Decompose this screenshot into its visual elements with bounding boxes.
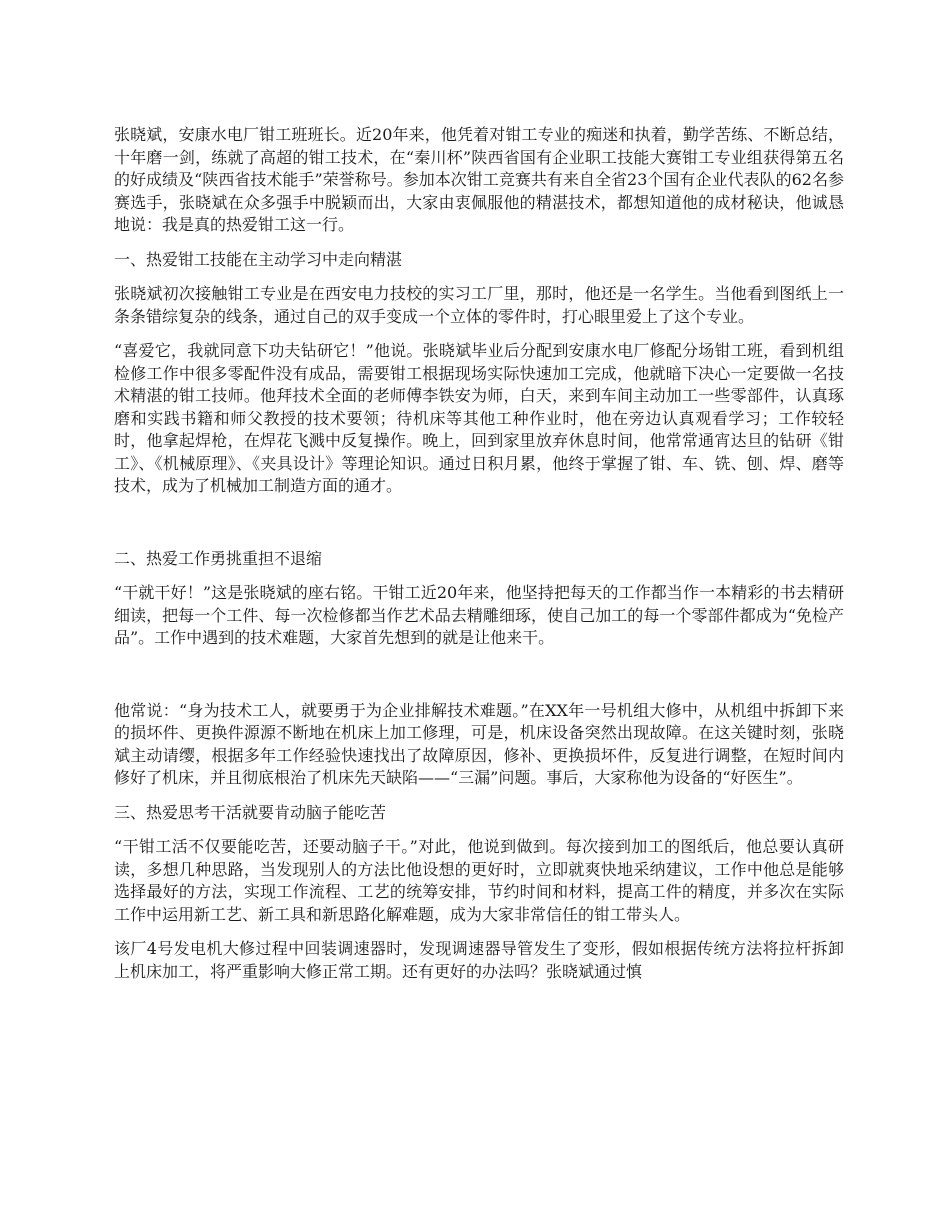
- section-heading-3: 三、热爱思考干活就要肯动脑子能吃苦: [114, 802, 387, 822]
- section-3-paragraph-2: 该厂4号发电机大修过程中回装调速器时，发现调速器导管发生了变形，假如根据传统方法将拉杆拆卸上机床加工，将严重影响大修正常工期。还有更好的办法吗？张晓斌通过慎: [114, 939, 844, 981]
- section-1-paragraph-2: “喜爱它，我就同意下功夫钻研它！”他说。张晓斌毕业后分配到安康水电厂修配分场钳工班，看到机组检修工作中很多零配件没有成品，需要钳工根据现场实际快速加工完成，他就暗下决心一定要做一名技术精湛的钳工技师。他拜技术全面的老师傅李铁安为师，白天，来到车间主动加工一些零部件，认真琢磨和实践书籍和师父教授的技术要领；待机床等其他工种作业时，他在旁边认真观看学习；工作较轻时，他拿起焊枪，在焊花飞溅中反复操作。晚上，回到家里放弃休息时间，他常常通宵达旦的钻研《钳工》、《机械原理》、《夹具设计》等理论知识。通过日积月累，他终于掌握了钳、车、铣、刨、焊、磨等技术，成为了机械加工制造方面的通才。: [114, 341, 844, 495]
- section-2-paragraph-2: 他常说：“身为技术工人，就要勇于为企业排解技术难题。”在XX年一号机组大修中，从机组中拆卸下来的损坏件、更换件源源不断地在机床上加工修理，可是，机床设备突然出现故障。在这关键时刻，张晓斌主动请缨，根据多年工作经验快速找出了故障原因，修补、更换损坏件，反复进行调整，在短时间内修好了机床，并且彻底根治了机床先天缺陷——“三漏”问题。事后，大家称他为设备的“好医生”。: [114, 700, 844, 787]
- section-heading-1: 一、热爱钳工技能在主动学习中走向精湛: [114, 249, 403, 269]
- section-heading-2: 二、热爱工作勇挑重担不退缩: [114, 548, 323, 568]
- spacer: [114, 510, 844, 548]
- section-1-paragraph-1: 张晓斌初次接触钳工专业是在西安电力技校的实习工厂里，那时，他还是一名学生。当他看到图纸上一条条错综复杂的线条，通过自己的双手变成一个立体的零件时，打心眼里爱上了这个专业。: [114, 284, 844, 326]
- intro-paragraph: 张晓斌，安康水电厂钳工班班长。近20年来，他凭着对钳工专业的痴迷和执着，勤学苦练、不断总结，十年磨一剑，练就了高超的钳工技术，在“秦川杯”陕西省国有企业职工技能大赛钳工专业组获得第五名的好成绩及“陕西省技术能手”荣誉称号。参加本次钳工竞赛共有来自全省23个国有企业代表队的62名参赛选手，张晓斌在众多强手中脱颖而出，大家由衷佩服他的精湛技术，都想知道他的成材秘诀，他诚恳地说：我是真的热爱钳工这一行。: [114, 125, 844, 234]
- spacer: [114, 662, 844, 700]
- document-page: [114, 124, 844, 995]
- section-2-paragraph-1: “干就干好！”这是张晓斌的座右铭。干钳工近20年来，他坚持把每天的工作都当作一本精彩的书去精研细读，把每一个工件、每一次检修都当作艺术品去精雕细琢，使自己加工的每一个零部件都成为“免检产品”。工作中遇到的技术难题，大家首先想到的就是让他来干。: [114, 583, 844, 647]
- section-3-paragraph-1: “干钳工活不仅要能吃苦，还要动脑子干。”对此，他说到做到。每次接到加工的图纸后，他总要认真研读，多想几种思路，当发现别人的方法比他设想的更好时，立即就爽快地采纳建议，工作中他总是能够选择最好的方法，实现工作流程、工艺的统筹安排，节约时间和材料，提高工件的精度，并多次在实际工作中运用新工艺、新工具和新思路化解难题，成为大家非常信任的钳工带头人。: [114, 837, 844, 924]
